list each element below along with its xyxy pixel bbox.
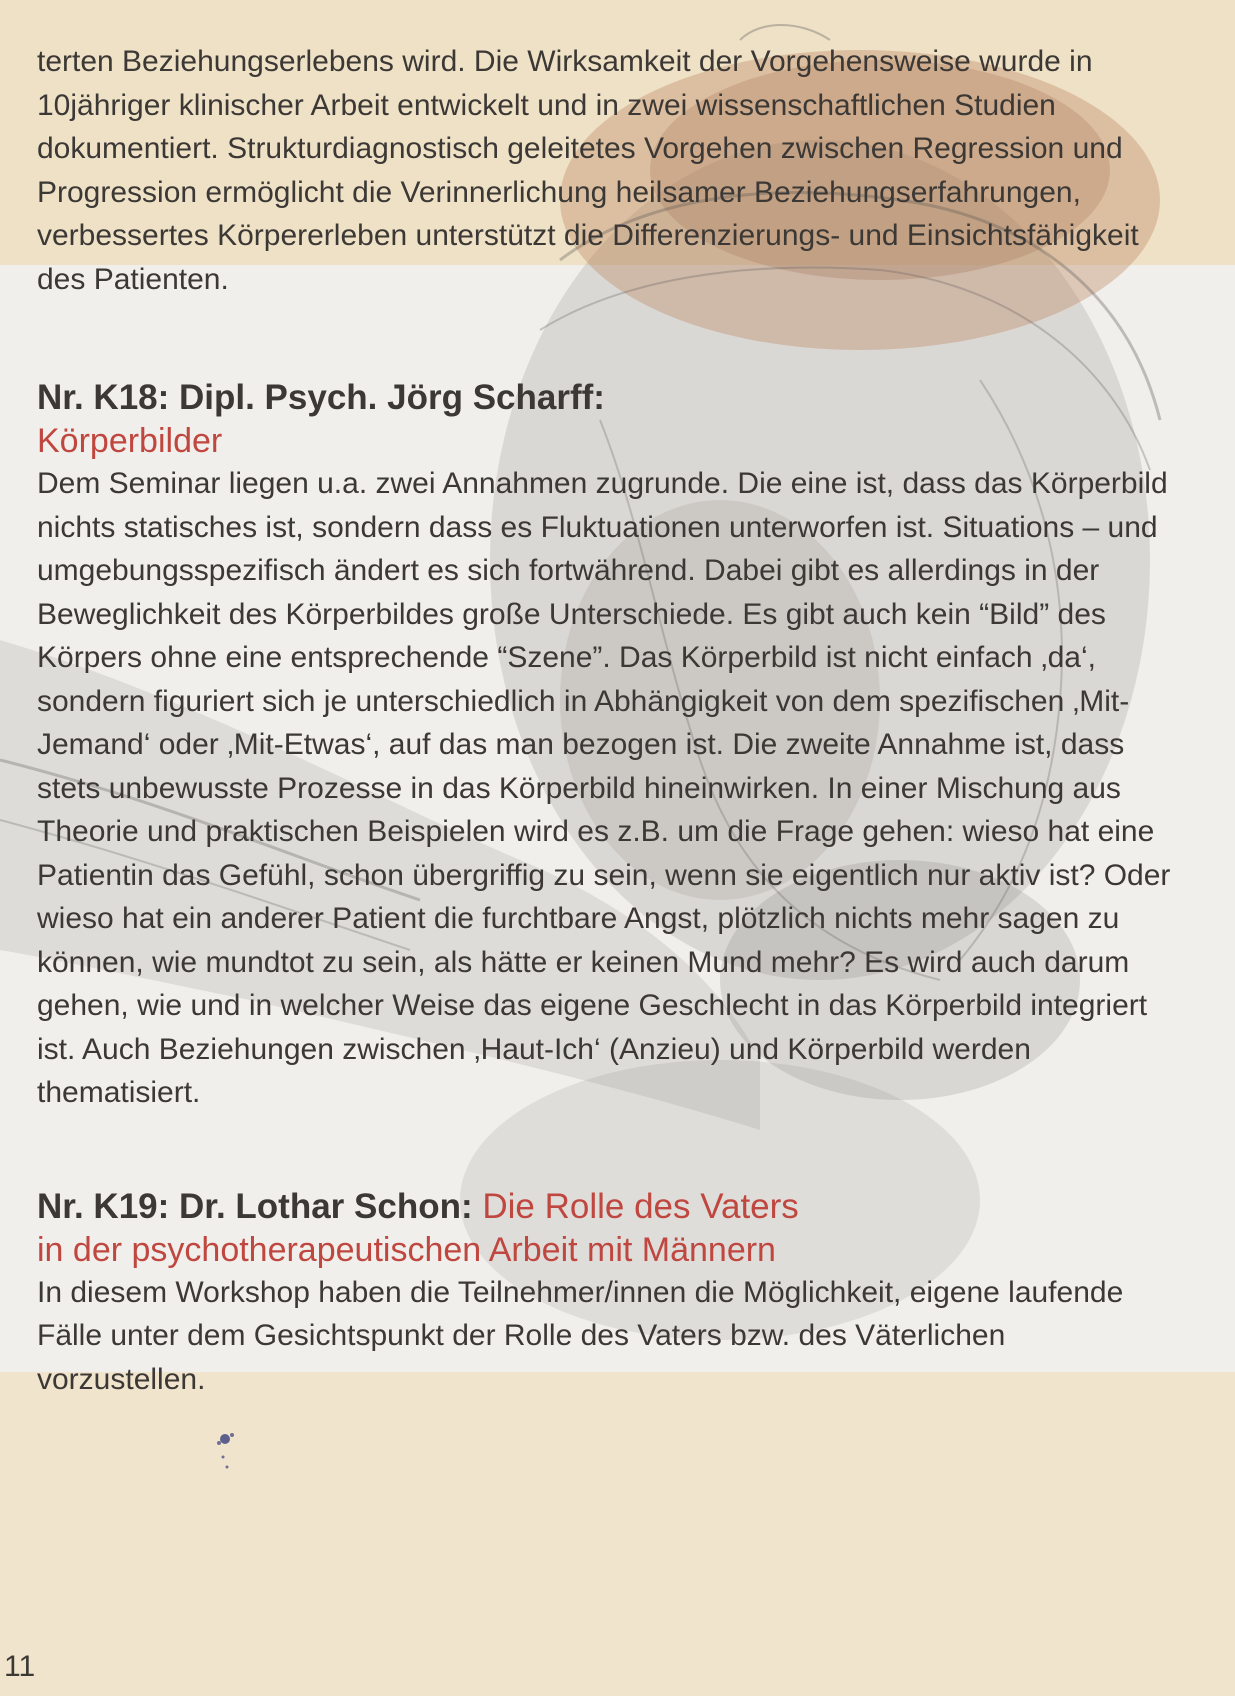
k19-number-author: Nr. K19: Dr. Lothar Schon: bbox=[37, 1186, 473, 1226]
k19-paragraph: In diesem Workshop haben die Teilnehmer/innen die Möglichkeit, eigene laufende Fälle unter dem Gesichtspunkt der Rolle des Vaters bzw. des Väterlichen vorzustellen. bbox=[37, 1275, 1124, 1396]
article-content bbox=[37, 40, 1177, 1401]
k18-heading bbox=[37, 376, 1177, 420]
k19-title-line1: Die Rolle des Vaters bbox=[482, 1186, 799, 1226]
ink-spot-icon bbox=[205, 1425, 245, 1475]
section-k18 bbox=[37, 376, 1177, 1115]
section-k19 bbox=[37, 1185, 1177, 1402]
background-band-bottom bbox=[0, 1372, 1235, 1696]
k19-title-line2: in der psychotherapeutischen Arbeit mit Männern bbox=[37, 1230, 776, 1269]
k19-heading bbox=[37, 1185, 1177, 1229]
intro-paragraph: terten Beziehungserlebens wird. Die Wirksamkeit der Vorgehensweise wurde in 10jähriger klinischer Arbeit entwickelt und in zwei wissenschaftlichen Studien dokumentiert. Strukturdiagnostisch geleitetes Vorgehen zwischen Regression und Progression ermöglicht die Verinnerlichung heilsamer Beziehungserfahrungen, verbessertes Körpererleben unterstützt die Differenzierungs- und Einsichtsfähigkeit des Patienten. bbox=[37, 45, 1139, 296]
k18-number-author: Nr. K18: Dipl. Psych. Jörg Scharff: bbox=[37, 378, 605, 417]
page-number: 11 bbox=[4, 1650, 36, 1683]
k18-paragraph: Dem Seminar liegen u.a. zwei Annahmen zugrunde. Die eine ist, dass das Körperbild nichts statisches ist, sondern dass es Fluktuationen unterworfen ist. Situations – und umgebungsspezifisch ändert es sich fortwährend. Dabei gibt es allerdings in der Beweglichkeit des Körperbildes große Unterschiede. Es gibt auch kein “Bild” des Körpers ohne eine entsprechende “Szene”. Das Körperbild ist nicht einfach ‚da‘, sondern figuriert sich je unterschiedlich in Abhängigkeit von dem spezifischen ‚Mit-Jemand‘ oder ‚Mit-Etwas‘, auf das man bezogen ist. Die zweite Annahme ist, dass stets unbewusste Prozesse in das Körperbild hineinwirken. In einer Mischung aus Theorie und praktischen Beispielen wird es z.B. um die Frage gehen: wieso hat eine Patientin das Gefühl, schon übergriffig zu sein, wenn sie eigentlich nur aktiv ist? Oder wieso hat ein anderer Patient die furchtbare Angst, plötzlich nichts mehr sagen zu können, wie mundtot zu sein, als hätte er keinen Mund mehr? Es wird auch darum gehen, wie und in welcher Weise das eigene Geschlecht in das Körperbild integriert ist. Auch Beziehungen zwischen ‚Haut-Ich‘ (Anzieu) und Körperbild werden thematisiert. bbox=[37, 467, 1171, 1109]
k18-title: Körperbilder bbox=[37, 422, 223, 460]
